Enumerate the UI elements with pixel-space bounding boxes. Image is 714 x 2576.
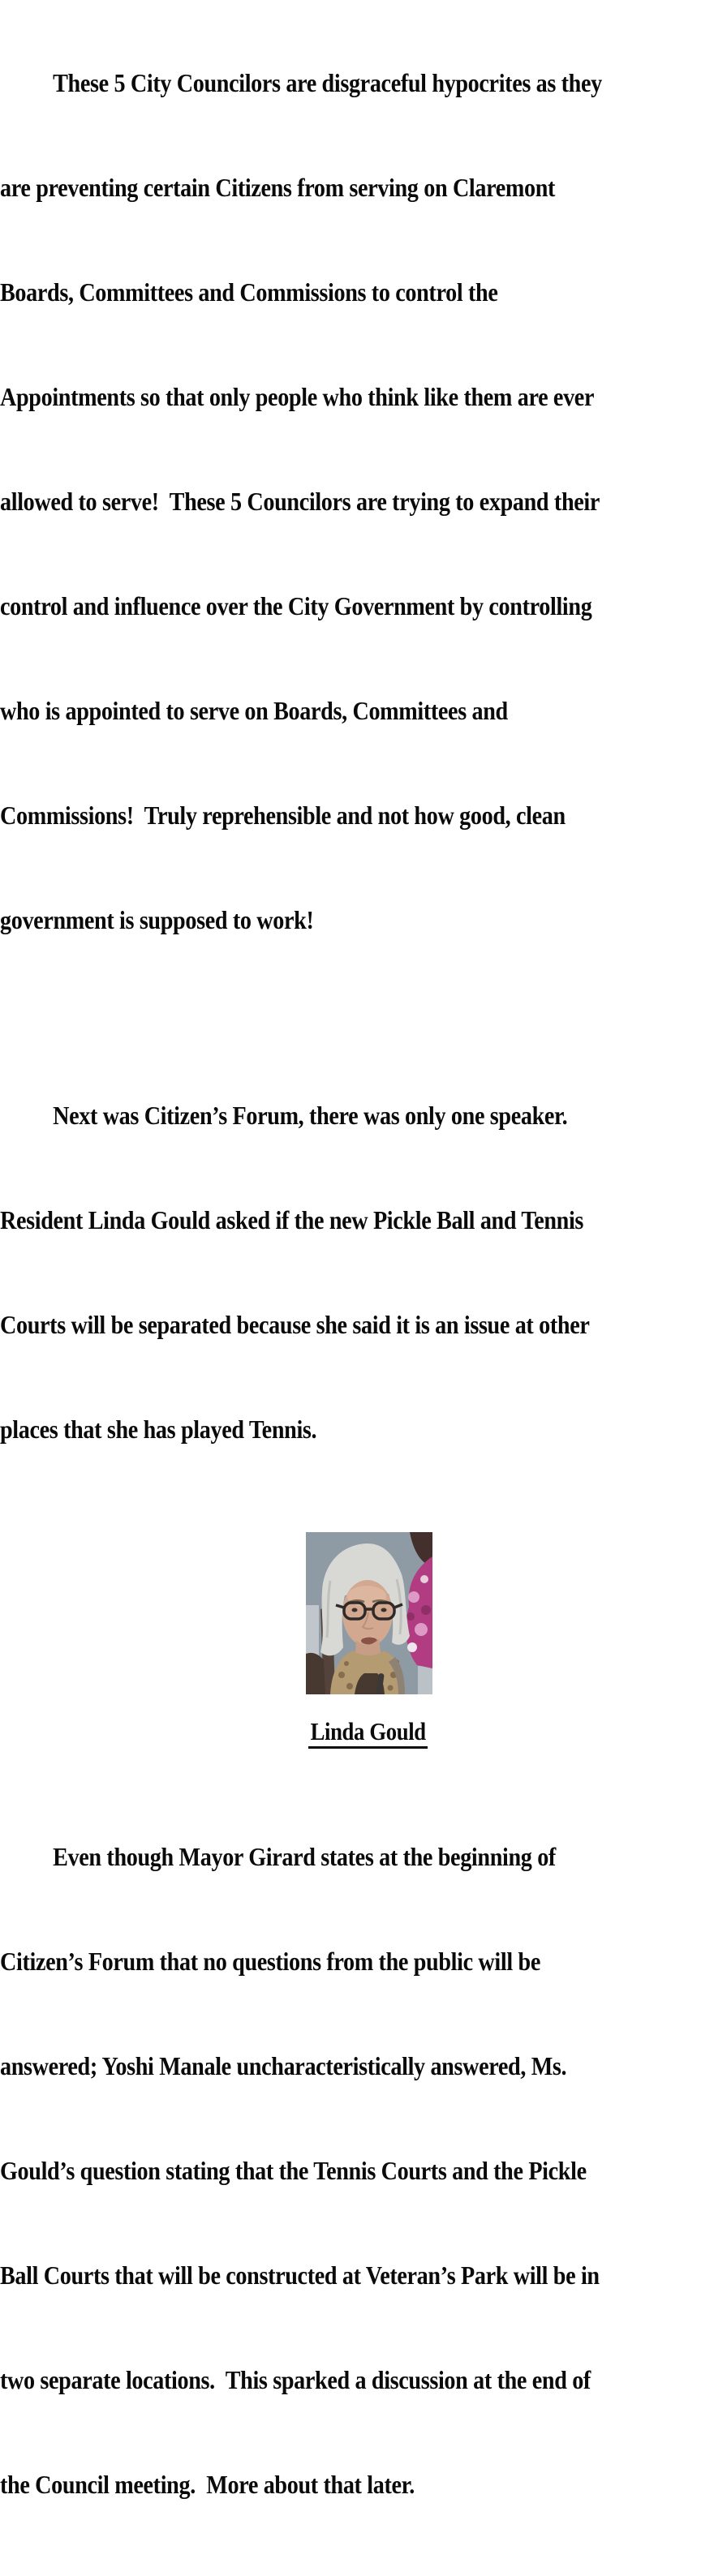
text-line: places that she has played Tennis. xyxy=(0,1415,317,1444)
text-line: Next was Citizen’s Forum, there was only one speaker. xyxy=(53,1101,568,1130)
portrait-photo xyxy=(306,1532,432,1694)
floral-spot xyxy=(408,1591,419,1603)
text-line: Even though Mayor Girard states at the beginning of xyxy=(53,1842,556,1871)
left-eye xyxy=(352,1608,358,1612)
text-line: Citizen’s Forum that no questions from the public will be xyxy=(0,1947,540,1976)
text-line: Resident Linda Gould asked if the new Pickle Ball and Tennis xyxy=(0,1205,584,1234)
text-line: control and influence over the City Government by controlling xyxy=(0,591,592,620)
paragraph-mayor-girard xyxy=(0,1770,628,2572)
photo-wall-light-corner xyxy=(418,1666,432,1694)
floral-spot xyxy=(407,1642,417,1652)
photo-caption: Linda Gould xyxy=(308,1719,428,1749)
text-line: These 5 City Councilors are disgraceful hypocrites as they xyxy=(53,68,602,97)
floral-spot xyxy=(421,1605,431,1615)
text-line: answered; Yoshi Manale uncharacteristically answered, Ms. xyxy=(0,2051,567,2080)
linda-gould-photo xyxy=(306,1532,432,1694)
text-line: are preventing certain Citizens from serving on Claremont xyxy=(0,173,556,202)
text-line: two separate locations. This sparked a discussion at the end of xyxy=(0,2365,591,2394)
text-line: government is supposed to work! xyxy=(0,905,314,934)
text-line: the Council meeting. More about that later. xyxy=(0,2470,415,2499)
text-line: who is appointed to serve on Boards, Committees and xyxy=(0,696,508,725)
photo-caption-row xyxy=(0,1719,714,1749)
text-line: Appointments so that only people who think like them are ever xyxy=(0,382,595,411)
text-line: Boards, Committees and Commissions to control the xyxy=(0,277,498,307)
floral-spot xyxy=(420,1575,428,1583)
jacket-left-shape xyxy=(306,1653,325,1694)
text-line: Courts will be separated because she said it is an issue at other xyxy=(0,1310,590,1339)
floral-spot xyxy=(415,1623,428,1636)
text-line: allowed to serve! These 5 Councilors are trying to expand their xyxy=(0,487,600,516)
text-line: Gould’s question stating that the Tennis Courts and the Pickle xyxy=(0,2156,587,2185)
paragraph-councilors xyxy=(0,0,628,1007)
floral-spot xyxy=(406,1612,415,1621)
text-line: Commissions! Truly reprehensible and not how good, clean xyxy=(0,801,566,830)
paragraph-citizens-forum xyxy=(0,1028,628,1517)
right-eye xyxy=(381,1608,387,1612)
text-line: Ball Courts that will be constructed at Veteran’s Park will be in xyxy=(0,2260,600,2290)
